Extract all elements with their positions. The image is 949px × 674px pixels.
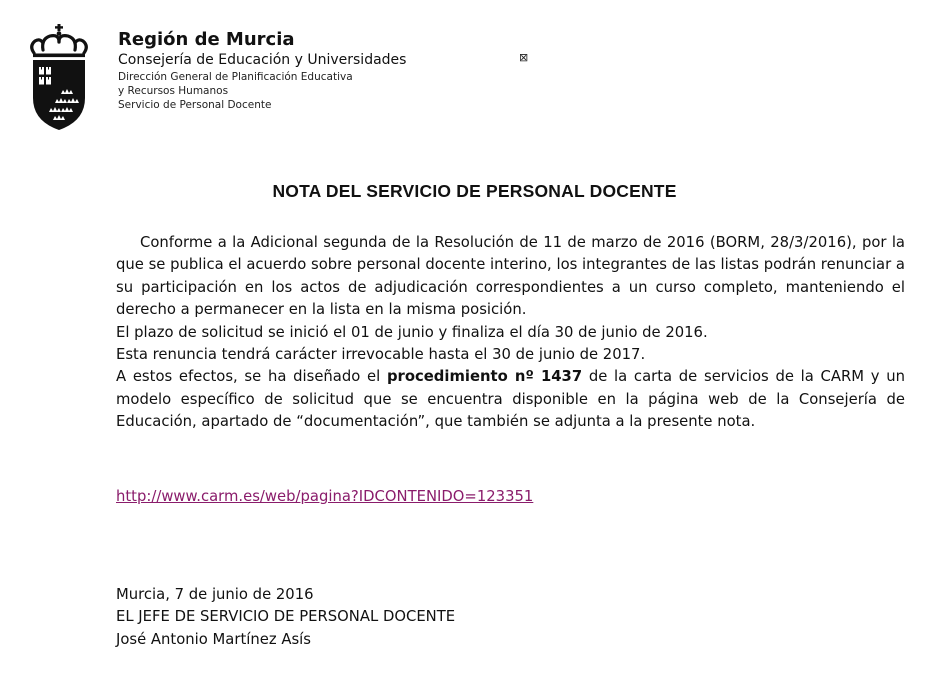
paragraph-efectos — [116, 366, 905, 433]
missing-glyph-box-icon: ⊠ — [519, 51, 529, 64]
signer-name: José Antonio Martínez Asís — [116, 630, 311, 648]
region-murcia-coat-of-arms-logo — [28, 24, 90, 132]
carm-documentation-link[interactable]: http://www.carm.es/web/pagina?IDCONTENIDO=123351 — [116, 488, 534, 505]
organization-header — [118, 30, 406, 113]
signature-block — [116, 584, 455, 651]
region-name: Región de Murcia — [118, 29, 295, 50]
place-date: Murcia, 7 de junio de 2016 — [116, 586, 314, 603]
document-body — [116, 232, 905, 434]
paragraph-renuncia: Esta renuncia tendrá carácter irrevocable hasta el 30 de junio de 2017. — [116, 346, 646, 364]
ministry-name: Consejería de Educación y Universidades — [118, 51, 407, 68]
document-title: NOTA DEL SERVICIO DE PERSONAL DOCENTE — [272, 181, 677, 201]
signer-role: EL JEFE DE SERVICIO DE PERSONAL DOCENTE — [116, 608, 456, 626]
directorate-line-1: Dirección General de Planificación Educativa — [118, 71, 353, 84]
paragraph-plazo: El plazo de solicitud se inició el 01 de junio y finaliza el día 30 de junio de 2016. — [116, 323, 708, 341]
procedure-number: procedimiento nº 1437 — [386, 368, 583, 386]
paragraph-conforme: Conforme a la Adicional segunda de la Resolución de 11 de marzo de 2016 (BORM, 28/3/2016), por la que se publica el acuerdo sobre personal docente interino, los integrantes de las listas podrán renunciar a su participación en los actos de adjudicación correspondientes a un curso completo, manteniendo el derecho a permanecer en la lista en la misma posición. — [116, 234, 905, 319]
service-name: Servicio de Personal Docente — [118, 99, 272, 112]
efectos-suffix: de la carta de servicios de la CARM y un modelo específico de solicitud que se encuentra disponible en la página web de la Consejería de Educación, apartado de “documentación”, que también se adjunta a la presente nota. — [116, 368, 905, 431]
directorate-line-2: y Recursos Humanos — [118, 85, 229, 98]
efectos-prefix: A estos efectos, se ha diseñado el — [116, 368, 387, 386]
